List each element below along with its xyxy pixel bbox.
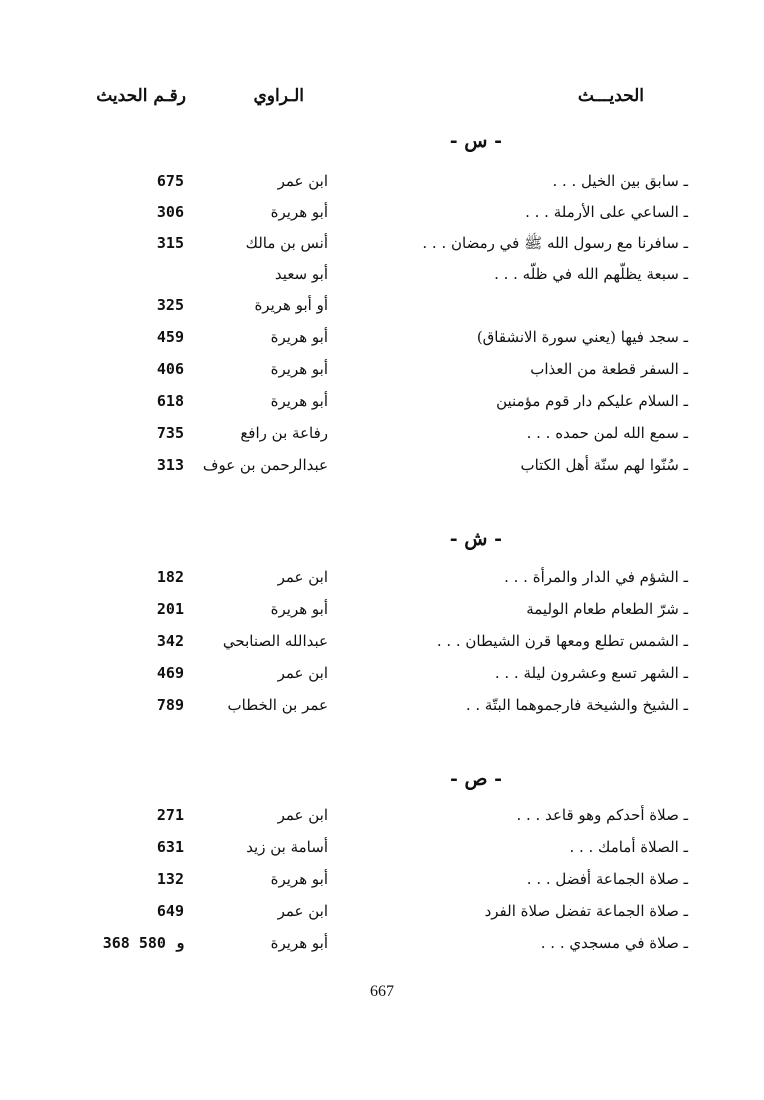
hadith-number: 631 (156, 838, 184, 856)
hadith-number: 735 (156, 424, 184, 442)
hadith-text: ـ الشؤم في الدار والمرأة . . . (504, 568, 688, 586)
narrator-name: أبو هريرة (270, 328, 328, 346)
hadith-text: ـ الصلاة أمامك . . . (569, 838, 688, 856)
narrator-name: عمر بن الخطاب (227, 696, 328, 714)
narrator-name: رفاعة بن رافع (240, 424, 328, 442)
narrator-name: عبدالرحمن بن عوف (202, 456, 328, 474)
narrator-name: ابن عمر (277, 806, 328, 824)
hadith-number: 182 (156, 568, 184, 586)
narrator-name: ابن عمر (277, 664, 328, 682)
hadith-text: ـ الشهر تسع وعشرون ليلة . . . (494, 664, 688, 682)
hadith-text: ـ شرّ الطعام طعام الوليمة (526, 600, 688, 618)
narrator-name: ابن عمر (277, 568, 328, 586)
hadith-text: ـ الساعي على الأرملة . . . (525, 203, 688, 221)
hadith-text: ـ سابق بين الخيل . . . (552, 172, 688, 190)
header-number: رقـم الحديث (96, 86, 186, 106)
hadith-text: ـ سبعة يظلّهم الله في ظلّه . . . (494, 265, 688, 283)
narrator-name: أبو هريرة (270, 392, 328, 410)
narrator-name: أو أبو هريرة (254, 296, 328, 314)
narrator-name: أبو هريرة (270, 600, 328, 618)
header-narrator: الـراوي (253, 86, 304, 106)
hadith-number: 315 (156, 234, 184, 252)
narrator-name: أسامة بن زيد (246, 838, 328, 856)
hadith-text: ـ صلاة أحدكم وهو قاعد . . . (516, 806, 688, 824)
hadith-number: 469 (156, 664, 184, 682)
hadith-number: 368 و 580 (102, 934, 184, 952)
narrator-name: أبو سعيد (274, 265, 328, 283)
hadith-text: ـ صلاة الجماعة أفضل . . . (526, 870, 688, 888)
hadith-number: 406 (156, 360, 184, 378)
narrator-name: أبو هريرة (270, 203, 328, 221)
hadith-number: 325 (156, 296, 184, 314)
hadith-number: 271 (156, 806, 184, 824)
hadith-text: ـ سافرنا مع رسول الله ﷺ في رمضان . . . (422, 234, 688, 252)
section-letter-sin: - س - (449, 130, 502, 152)
hadith-text: ـ صلاة في مسجدي . . . (540, 934, 688, 952)
narrator-name: أنس بن مالك (245, 234, 328, 252)
narrator-name: ابن عمر (277, 172, 328, 190)
hadith-number: 342 (156, 632, 184, 650)
page-number: 667 (370, 983, 394, 1000)
narrator-name: ابن عمر (277, 902, 328, 920)
hadith-number: 789 (156, 696, 184, 714)
header-hadith: الحديـــث (577, 86, 644, 106)
hadith-text: ـ السلام عليكم دار قوم مؤمنين (496, 392, 688, 410)
hadith-number: 618 (156, 392, 184, 410)
narrator-name: أبو هريرة (270, 870, 328, 888)
hadith-number: 649 (156, 902, 184, 920)
hadith-text: ـ سجد فيها (يعني سورة الانشقاق) (476, 328, 688, 346)
hadith-number: 459 (156, 328, 184, 346)
narrator-name: أبو هريرة (270, 934, 328, 952)
hadith-number: 132 (156, 870, 184, 888)
hadith-text: ـ الشيخ والشيخة فارجموهما البتّة . . (465, 696, 688, 714)
narrator-name: عبدالله الصنابحي (222, 632, 328, 650)
hadith-number: 313 (156, 456, 184, 474)
hadith-text: ـ الشمس تطلع ومعها قرن الشيطان . . . (436, 632, 688, 650)
hadith-number: 201 (156, 600, 184, 618)
hadith-text: ـ سُنّوا لهم سنّة أهل الكتاب (520, 456, 688, 474)
hadith-text: ـ صلاة الجماعة تفضل صلاة الفرد (484, 902, 688, 920)
section-letter-shin: - ش - (449, 528, 502, 550)
narrator-name: أبو هريرة (270, 360, 328, 378)
hadith-text: ـ سمع الله لمن حمده . . . (526, 424, 688, 442)
hadith-number: 675 (156, 172, 184, 190)
hadith-number: 306 (156, 203, 184, 221)
hadith-text: ـ السفر قطعة من العذاب (530, 360, 688, 378)
section-letter-sad: - ص - (450, 768, 502, 790)
